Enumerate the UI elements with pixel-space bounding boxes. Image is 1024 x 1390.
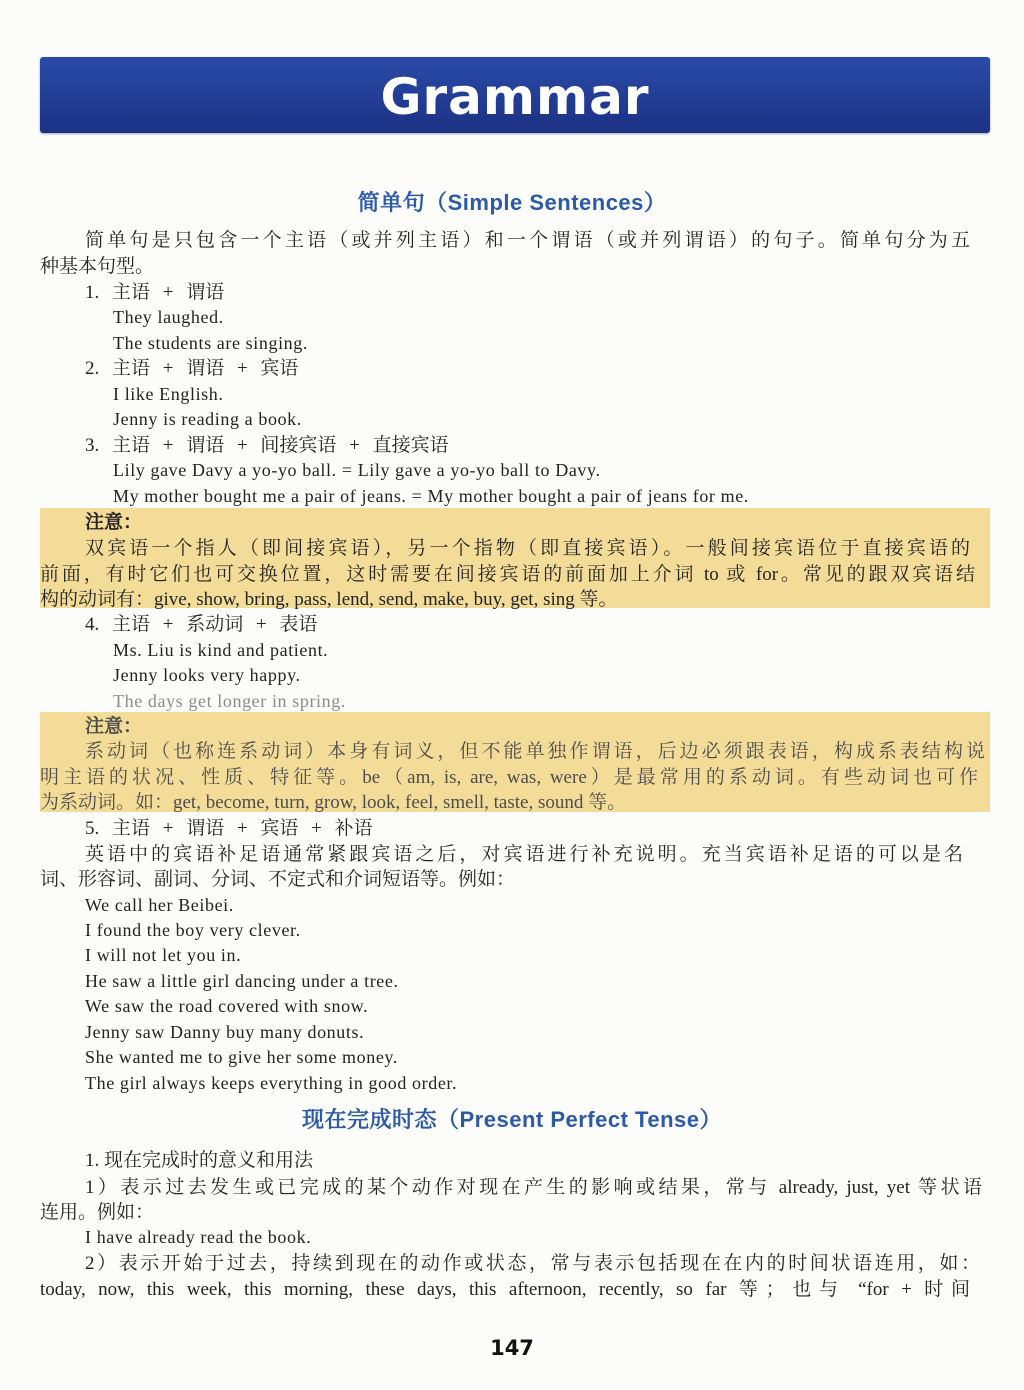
note-label: 注意： xyxy=(85,512,143,533)
example-sentence: I have already read the book. xyxy=(85,1227,312,1247)
note-line: 明主语的状况、性质、特征等。be（am, is, are, was, were）是最常用的系动词。有些动词也可作 xyxy=(40,767,978,788)
usage-line: today, now, this week, this morning, these days, this afternoon, recently, so far 等；也与 “for + 时间 xyxy=(40,1279,970,1300)
example-sentence: She wanted me to give her some money. xyxy=(85,1047,398,1067)
example-sentence: Jenny saw Danny buy many donuts. xyxy=(85,1022,365,1042)
example-sentence: The girl always keeps everything in good order. xyxy=(85,1073,458,1093)
page-title: Grammar xyxy=(380,68,650,126)
intro-line: 种基本句型。 xyxy=(40,256,155,277)
example-sentence: They laughed. xyxy=(113,307,224,327)
section-title-present-perfect: 现在完成时态（Present Perfect Tense） xyxy=(302,1107,722,1132)
note-line: 为系动词。如：get, become, turn, grow, look, feel, smell, taste, sound 等。 xyxy=(40,792,627,813)
example-sentence: Jenny looks very happy. xyxy=(113,665,301,685)
example-sentence: I will not let you in. xyxy=(85,945,242,965)
example-sentence: He saw a little girl dancing under a tree. xyxy=(85,971,399,991)
header-banner xyxy=(40,57,990,133)
pattern-heading: 3. 主语 + 谓语 + 间接宾语 + 直接宾语 xyxy=(85,435,449,456)
note-label: 注意： xyxy=(85,716,143,737)
note-line: 构的动词有：give, show, bring, pass, lend, send, make, buy, get, sing 等。 xyxy=(40,589,618,610)
example-sentence: I found the boy very clever. xyxy=(85,920,301,940)
note-line: 双宾语一个指人（即间接宾语），另一个指物（即直接宾语）。一般间接宾语位于直接宾语的 xyxy=(85,538,970,559)
example-sentence: We call her Beibei. xyxy=(85,895,234,915)
page-number: 147 xyxy=(490,1336,534,1360)
example-sentence: Jenny is reading a book. xyxy=(113,409,302,429)
note-line: 系动词（也称连系动词）本身有词义，但不能单独作谓语，后边必须跟表语，构成系表结构说 xyxy=(85,741,985,762)
intro-line: 简单句是只包含一个主语（或并列主语）和一个谓语（或并列谓语）的句子。简单句分为五 xyxy=(85,230,970,251)
example-sentence: Ms. Liu is kind and patient. xyxy=(113,640,329,660)
usage-line: 连用。例如： xyxy=(40,1202,155,1223)
note-box xyxy=(40,712,990,812)
pattern-description: 词、形容词、副词、分词、不定式和介词短语等。例如： xyxy=(40,869,516,890)
example-sentence: The students are singing. xyxy=(113,333,308,353)
pattern-heading: 5. 主语 + 谓语 + 宾语 + 补语 xyxy=(85,818,373,839)
pattern-heading: 4. 主语 + 系动词 + 表语 xyxy=(85,614,318,635)
example-sentence: Lily gave Davy a yo-yo ball. = Lily gave a yo-yo ball to Davy. xyxy=(113,460,601,480)
example-sentence: We saw the road covered with snow. xyxy=(85,996,369,1016)
note-line: 前面，有时它们也可交换位置，这时需要在间接宾语的前面加上介词 to 或 for。常见的跟双宾语结 xyxy=(40,564,975,585)
example-sentence: My mother bought me a pair of jeans. = My mother bought a pair of jeans for me. xyxy=(113,486,749,506)
note-box xyxy=(40,508,990,608)
pattern-description: 英语中的宾语补足语通常紧跟宾语之后，对宾语进行补充说明。充当宾语补足语的可以是名 xyxy=(85,844,963,865)
usage-line: 1）表示过去发生或已完成的某个动作对现在产生的影响或结果，常与 already, just, yet 等状语 xyxy=(85,1177,982,1198)
pattern-heading: 2. 主语 + 谓语 + 宾语 xyxy=(85,358,299,379)
example-sentence: The days get longer in spring. xyxy=(113,691,346,711)
subsection-heading: 1. 现在完成时的意义和用法 xyxy=(85,1150,314,1171)
example-sentence: I like English. xyxy=(113,384,224,404)
usage-line: 2）表示开始于过去，持续到现在的动作或状态，常与表示包括现在在内的时间状语连用，如： xyxy=(85,1253,980,1274)
pattern-heading: 1. 主语 + 谓语 xyxy=(85,282,225,303)
section-title-simple-sentences: 简单句（Simple Sentences） xyxy=(357,190,667,215)
